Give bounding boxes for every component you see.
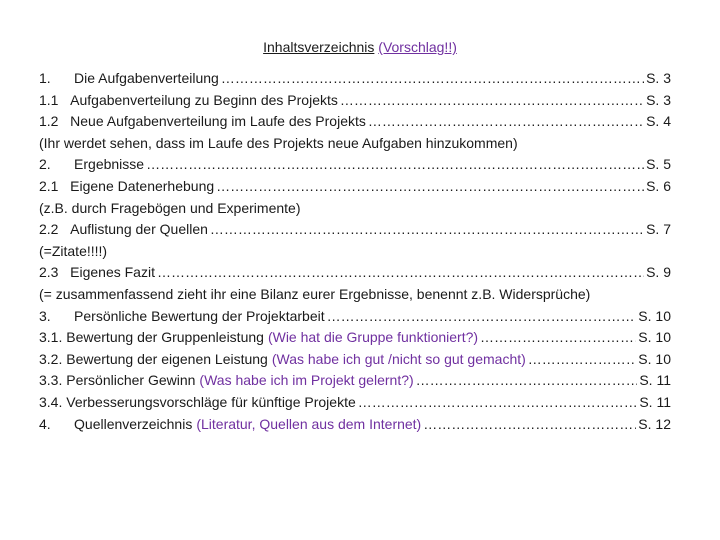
toc-entry-label: Auflistung der Quellen xyxy=(70,221,208,238)
toc-entry-page: S. 12 xyxy=(638,415,671,432)
toc-entry xyxy=(39,111,671,133)
toc-leader-dots xyxy=(480,327,636,349)
toc-entry-number: 2. xyxy=(39,156,51,173)
toc-entry-label: Persönlicher Gewinn xyxy=(66,372,196,389)
table-of-contents xyxy=(39,68,671,435)
title-text: Inhaltsverzeichnis xyxy=(263,39,375,55)
toc-note: (Ihr werdet sehen, dass im Laufe des Projekts neue Aufgaben hinzukommen) xyxy=(39,134,518,151)
toc-entry-page: S. 3 xyxy=(646,91,671,108)
toc-entry-page: S. 10 xyxy=(638,329,671,346)
toc-entry-page: S. 11 xyxy=(639,372,671,389)
toc-entry-number: 2.2 xyxy=(39,221,59,238)
toc-leader-dots xyxy=(327,306,637,328)
toc-entry-number: 2.3 xyxy=(39,264,59,281)
toc-entry-number: 3.3. xyxy=(39,372,63,389)
toc-entry-page: S. 3 xyxy=(646,70,671,86)
toc-entry-label: Bewertung der Gruppenleistung xyxy=(66,329,264,346)
toc-entry-number: 3.2. xyxy=(39,350,63,367)
toc-entry-page: S. 6 xyxy=(646,177,671,194)
page-title xyxy=(0,38,720,56)
toc-entry-page: S. 7 xyxy=(646,221,671,238)
toc-entry-number: 3.1. xyxy=(39,329,63,346)
toc-entry xyxy=(39,90,671,112)
toc-entry-hint: (Literatur, Quellen aus dem Internet) xyxy=(196,415,422,432)
toc-leader-dots xyxy=(368,111,644,133)
toc-entry-label: Persönliche Bewertung der Projektarbeit xyxy=(74,307,325,324)
toc-entry-number: 1.1 xyxy=(39,91,59,108)
toc-leader-dots xyxy=(157,262,644,284)
toc-leader-dots xyxy=(221,68,644,90)
toc-leader-dots xyxy=(416,370,638,392)
toc-entry-number: 1.2 xyxy=(39,113,59,130)
toc-note: (= zusammenfassend zieht ihr eine Bilanz eurer Ergebnisse, benennt z.B. Widersprüche) xyxy=(39,285,591,302)
toc-entry-label: Neue Aufgabenverteilung im Laufe des Projekts xyxy=(70,113,366,130)
toc-entry-number: 2.1 xyxy=(39,177,59,194)
toc-entry xyxy=(39,68,671,90)
toc-entry-number: 4. xyxy=(39,415,51,432)
toc-entry-page: S. 11 xyxy=(639,393,671,410)
toc-leader-dots xyxy=(146,154,644,176)
title-hint: (Vorschlag!!) xyxy=(378,39,457,55)
toc-entry-hint: (Was habe ich im Projekt gelernt?) xyxy=(199,372,414,389)
toc-entry xyxy=(39,176,671,198)
toc-leader-dots xyxy=(340,90,644,112)
toc-entry-label: Eigenes Fazit xyxy=(70,264,155,281)
toc-entry xyxy=(39,154,671,176)
toc-entry-number: 1. xyxy=(39,70,51,86)
toc-entry-label: Aufgabenverteilung zu Beginn des Projekts xyxy=(70,91,338,108)
toc-entry xyxy=(39,392,671,414)
toc-entry-label: Ergebnisse xyxy=(74,156,145,173)
toc-entry-page: S. 10 xyxy=(638,350,671,367)
toc-entry-page: S. 10 xyxy=(638,307,671,324)
toc-entry-label: Verbesserungsvorschläge für künftige Projekte xyxy=(66,393,356,410)
toc-leader-dots xyxy=(528,349,637,371)
toc-entry-page: S. 5 xyxy=(646,156,671,173)
toc-note: (z.B. durch Fragebögen und Experimente) xyxy=(39,199,301,216)
toc-entry xyxy=(39,349,671,371)
toc-entry-hint: (Was habe ich gut /nicht so gut gemacht) xyxy=(271,350,526,367)
toc-entry xyxy=(39,219,671,241)
toc-entry xyxy=(39,262,671,284)
toc-leader-dots xyxy=(216,176,644,198)
toc-leader-dots xyxy=(358,392,638,414)
toc-entry-label: Quellenverzeichnis xyxy=(74,415,193,432)
toc-entry-page: S. 4 xyxy=(646,113,671,130)
toc-entry-number: 3. xyxy=(39,307,51,324)
toc-entry-label: Eigene Datenerhebung xyxy=(70,177,215,194)
toc-entry-number: 3.4. xyxy=(39,393,63,410)
toc-entry-label: Bewertung der eigenen Leistung xyxy=(66,350,268,367)
toc-entry-hint: (Wie hat die Gruppe funktioniert?) xyxy=(267,329,479,346)
toc-entry xyxy=(39,414,671,436)
toc-leader-dots xyxy=(210,219,644,241)
toc-entry xyxy=(39,370,671,392)
toc-entry xyxy=(39,306,671,328)
toc-entry-label: Die Aufgabenverteilung xyxy=(74,70,219,86)
toc-entry xyxy=(39,327,671,349)
toc-leader-dots xyxy=(423,414,636,436)
toc-entry-page: S. 9 xyxy=(646,264,671,281)
toc-note: (=Zitate!!!!) xyxy=(39,242,108,259)
